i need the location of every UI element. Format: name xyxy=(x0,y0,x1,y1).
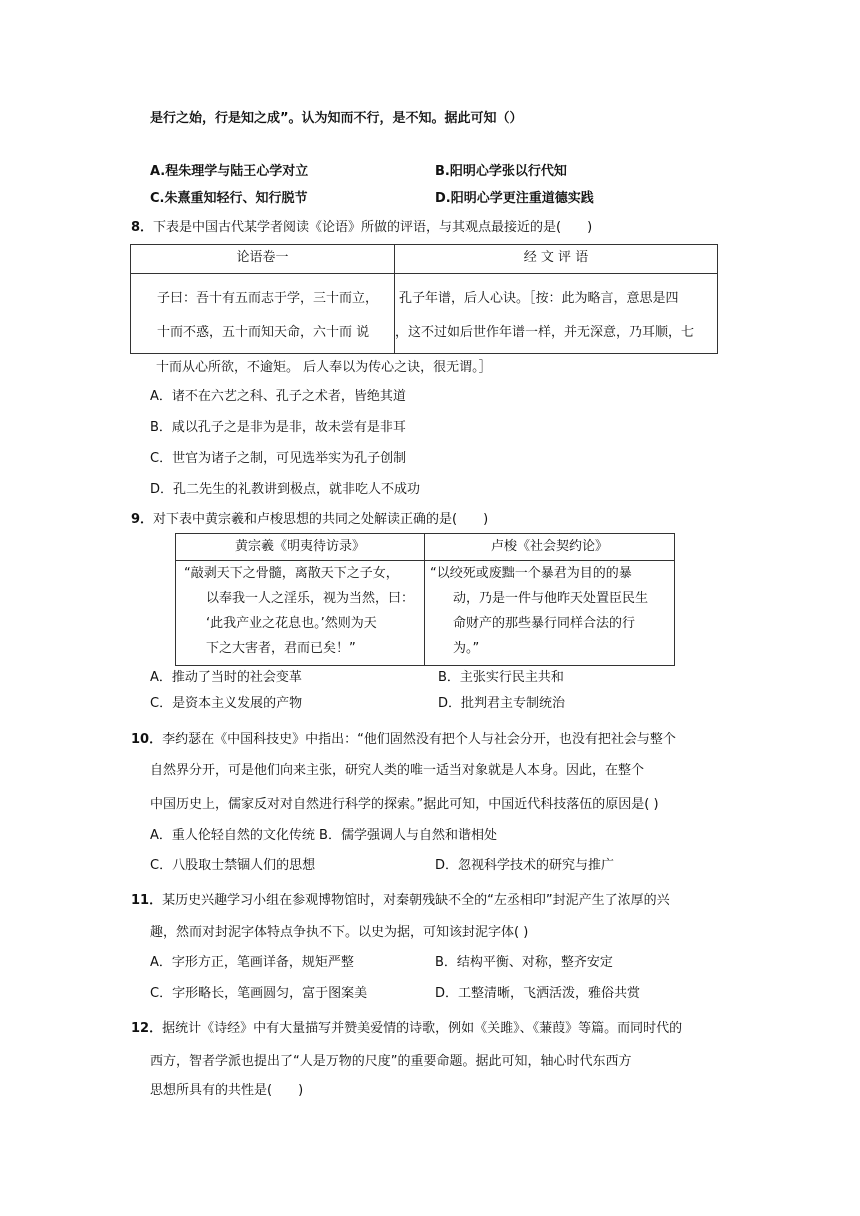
q9-option-c: C．是资本主义发展的产物 xyxy=(150,696,303,711)
question-12-line-2: 西方，智者学派也提出了“人是万物的尺度”的重要命题。据此可知，轴心时代东西方 xyxy=(150,1054,632,1069)
q10-option-d: D．忽视科学技术的研究与推广 xyxy=(435,858,615,873)
question-10-line-2: 自然界分开，可是他们向来主张，研究人类的唯一适当对象就是人本身。因此，在整个 xyxy=(150,763,645,778)
q9-left-line-4: 下之大害者，君而已矣！” xyxy=(206,641,356,656)
question-8-number: 8． xyxy=(131,220,154,235)
question-8-stem: 下表是中国古代某学者阅读《论语》所做的评语，与其观点最接近的是( ) xyxy=(153,220,593,235)
q9-right-line-1: “以绞死或废黜一个暴君为目的的暴 xyxy=(430,566,632,581)
q8-option-d: D．孔二先生的礼教讲到极点，就非吃人不成功 xyxy=(150,482,421,497)
q10-option-c: C．八股取士禁锢人们的思想 xyxy=(150,858,316,873)
q8-left-line-2: 十而不惑，五十而知天命，六十而 说 xyxy=(157,325,370,340)
q8-table-header-right: 经 文 评 语 xyxy=(395,245,718,274)
q8-table xyxy=(130,244,718,354)
q8-option-b: B．咸以孔子之是非为是非，故未尝有是非耳 xyxy=(150,420,406,435)
q9-right-line-2: 动，乃是一件与他昨天处置臣民生 xyxy=(453,591,649,606)
question-10-number: 10． xyxy=(131,732,163,747)
q9-table xyxy=(175,533,675,666)
question-10-text-1: 李约瑟在《中国科技史》中指出：“他们固然没有把个人与社会分开，也没有把社会与整个 xyxy=(162,732,676,747)
question-11-number: 11． xyxy=(131,893,163,908)
q11-option-d: D．工整清晰，飞洒活泼，雅俗共赏 xyxy=(435,986,641,1001)
q8-option-c: C．世官为诸子之制，可见选举实为孔子创制 xyxy=(150,451,407,466)
question-8 xyxy=(131,219,592,237)
q8-option-a: A．诸不在六艺之科、孔子之术者，皆绝其道 xyxy=(150,389,406,404)
q8-table-header-left: 论语卷一 xyxy=(131,245,395,274)
question-10-line-1 xyxy=(131,731,676,749)
q9-table-cell-left xyxy=(176,561,425,666)
q8-table-overflow-line: 十而从心所欲，不逾矩。 后人奉以为传心之诀，很无谓。］ xyxy=(156,360,492,375)
question-9 xyxy=(131,511,488,529)
q9-right-line-4: 为。” xyxy=(453,641,480,656)
q8-table-cell-right xyxy=(395,274,718,354)
question-12-number: 12． xyxy=(131,1021,163,1036)
q9-left-line-1: “敲剥天下之骨髓，离散天下之子女， xyxy=(184,566,399,581)
question-9-number: 9． xyxy=(131,512,154,527)
q8-right-line-1: 孔子年谱，后人心诀。［按：此为略言，意思是四 xyxy=(399,291,679,306)
question-9-stem: 对下表中黄宗羲和卢梭思想的共同之处解读正确的是( ) xyxy=(153,512,489,527)
question-11-text-1: 某历史兴趣学习小组在参观博物馆时，对秦朝残缺不全的“左丞相印”封泥产生了浓厚的兴 xyxy=(162,893,670,908)
q9-left-line-2: 以奉我一人之淫乐，视为当然，曰： xyxy=(206,591,415,606)
q9-left-line-3: ‘此我产业之花息也。’然则为天 xyxy=(206,616,377,631)
q9-option-b: B．主张实行民主共和 xyxy=(438,670,564,685)
q9-table-header-right: 卢梭《社会契约论》 xyxy=(425,534,675,561)
q7-option-a: A.程朱理学与陆王心学对立 xyxy=(150,164,309,179)
q8-right-line-2: ，这不过如后世作年谱一样，并无深意，乃耳顺，七 xyxy=(395,325,695,340)
question-11-line-1 xyxy=(131,892,670,910)
q9-table-header-left: 黄宗羲《明夷待访录》 xyxy=(176,534,425,561)
q9-option-d: D．批判君主专制统治 xyxy=(438,696,566,711)
question-12-line-3: 思想所具有的共性是( ) xyxy=(150,1083,304,1098)
question-11-line-2: 趣，然而对封泥字体特点争执不下。以史为据，可知该封泥字体( ) xyxy=(150,925,529,940)
q11-option-b: B．结构平衡、对称，整齐安定 xyxy=(435,955,613,970)
question-12-text-1: 据统计《诗经》中有大量描写并赞美爱情的诗歌，例如《关雎》、《蒹葭》等篇。而同时代的 xyxy=(162,1021,683,1036)
q9-right-line-3: 命财产的那些暴行同样合法的行 xyxy=(453,616,636,631)
question-10-line-3: 中国历史上，儒家反对对自然进行科学的探索。”据此可知，中国近代科技落伍的原因是( ) xyxy=(150,797,659,812)
q9-table-cell-right xyxy=(425,561,675,666)
q7-option-d: D.阳明心学更注重道德实践 xyxy=(435,191,594,206)
q11-option-c: C．字形略长，笔画圆匀，富于图案美 xyxy=(150,986,368,1001)
question-7-stem-tail: 是行之始，行是知之成”。认为知而不行，是不知。据此可知（） xyxy=(150,111,523,126)
q8-left-line-1: 子曰：吾十有五而志于学，三十而立， xyxy=(157,291,379,306)
question-12-line-1 xyxy=(131,1020,682,1038)
q8-table-cell-left xyxy=(131,274,395,354)
q7-option-b: B.阳明心学张以行代知 xyxy=(435,164,567,179)
q10-option-ab: A．重人伦轻自然的文化传统 B．儒学强调人与自然和谐相处 xyxy=(150,828,497,843)
q11-option-a: A．字形方正，笔画详备，规矩严整 xyxy=(150,955,354,970)
q7-option-c: C.朱熹重知轻行、知行脱节 xyxy=(150,191,308,206)
q9-option-a: A．推动了当时的社会变革 xyxy=(150,670,302,685)
